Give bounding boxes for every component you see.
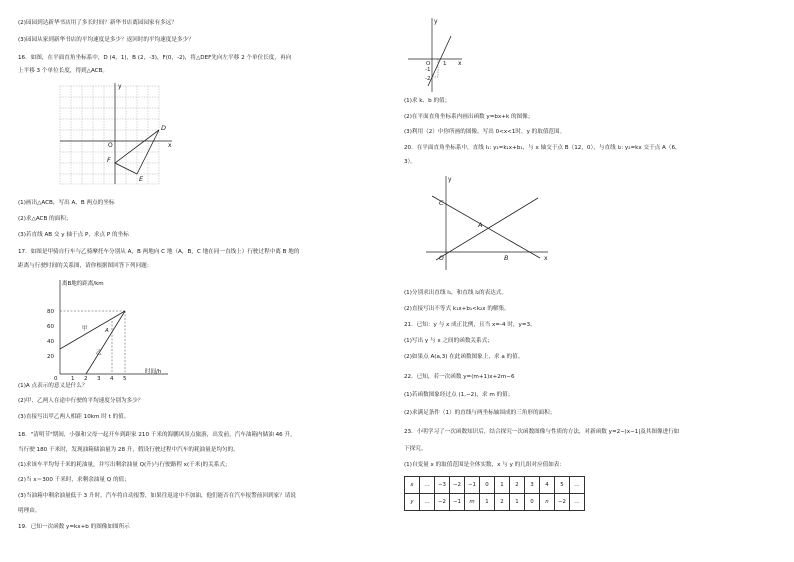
tick-neg-one-label: -1: [425, 67, 431, 73]
table-cell: 5: [555, 477, 570, 494]
function-line: [428, 36, 451, 86]
label-point-a: A: [105, 328, 109, 334]
text-line: (3)若直线 AB 交 y 轴于点 P，求点 P 的坐标: [18, 232, 129, 238]
label-yi: 乙: [96, 350, 102, 356]
text-line: (1)自变量 x 的取值范围是全体实数，x 与 y 的几组对应值如表：: [404, 462, 565, 468]
table-cell: …: [420, 494, 435, 511]
table-cell: 0: [480, 477, 495, 494]
text-line: 上平移 3 个单位长度，得到△ACB。: [18, 68, 109, 74]
text-line: (2)如果点 A(a,3) 在此函数图象上，求 a 的值。: [404, 354, 524, 360]
point-d-label: D: [161, 124, 167, 132]
line-yi: [86, 311, 125, 374]
table-cell: …: [570, 494, 585, 511]
table-cell: 1: [510, 494, 525, 511]
question-23: 23．小明学习了一次函数知识后，结合探究一次函数图像与性质的方法，对新函数 y=2−|x−1|及其图像进行如: [404, 429, 680, 435]
table-cell: 1: [480, 494, 495, 511]
y-tick-label: 40: [47, 339, 54, 345]
line-l1: [432, 196, 540, 258]
label-jia: 甲: [82, 326, 88, 332]
guide-lines: [60, 311, 125, 374]
table-cell: 0: [525, 494, 540, 511]
table-cell: …: [420, 477, 435, 494]
point-b-label: B: [504, 254, 509, 262]
text-line: (2)求△ACB 的面积；: [18, 216, 72, 222]
text-line: (1)画出△ACB，写出 A、B 两点的坐标: [18, 200, 115, 206]
table-cell: −3: [435, 477, 450, 494]
x-tick-label: 0: [54, 376, 58, 382]
x-tick-label: 2: [84, 376, 88, 382]
text-line: 当行驶 180 千米时，发现油箱储油量为 28 升，假设行驶过程中汽车的耗油量是均匀的。: [18, 447, 239, 453]
text-line: (2)直接写出不等式 k₁x+b₁<k₂x 的解集。: [404, 306, 510, 312]
text-line: 距离与行驶时间的关系图，请你根据图回答下列问题：: [18, 263, 153, 269]
coordinate-grid-figure: [54, 80, 184, 192]
table-cell: 3: [525, 477, 540, 494]
x-axis-label: x: [168, 142, 172, 149]
text-line: (2)当 x＝300 千米时，求剩余油量 Q 的值；: [18, 477, 130, 483]
table-cell: m: [465, 494, 480, 511]
origin-label: O: [426, 61, 431, 67]
table-cell: n: [540, 494, 555, 511]
point-e-label: E: [139, 175, 144, 183]
text-line: 3）。: [404, 159, 416, 165]
table-cell: 4: [540, 477, 555, 494]
y-tick-label: 20: [47, 354, 54, 360]
table-cell: x: [405, 477, 420, 494]
grid-lines: [60, 86, 159, 184]
x-tick-label: 5: [123, 376, 127, 382]
table-cell: −2: [555, 494, 570, 511]
y-axis-label: y: [118, 83, 122, 90]
text-line: (2)在平面直角坐标系内画出函数 y=bx+k 的图像；: [404, 114, 534, 120]
text-line: 明理由。: [18, 508, 41, 514]
text-line: (1)求该车平均每千米的耗油量，并写出剩余油量 Q(升)与行驶路程 x(千米)的关系式；: [18, 462, 231, 468]
text-line: (2)园园到达新华书店用了多长时间？新华书店离园园家有多远？: [18, 20, 177, 26]
table-cell: 2: [510, 477, 525, 494]
table-cell: …: [570, 477, 585, 494]
text-line: (1)分别求出直线 l₁，和直线 l₂的表达式。: [404, 290, 507, 296]
table-cell: 1: [495, 477, 510, 494]
table-row-x: [405, 477, 585, 494]
point-c-label: C: [439, 199, 444, 207]
table-cell: −1: [450, 494, 465, 511]
chart-y-label: 离B地的距离/km: [62, 281, 104, 287]
text-line: (1)求 k、b 的值；: [404, 98, 451, 104]
tick-neg-two-label: -2: [425, 76, 431, 82]
text-line: (2)甲、乙两人在途中行驶的平均速度分别为多少？: [18, 398, 144, 404]
text-line: (2)求满足条件（1）的直线与两坐标轴围成的三角形的面积；: [404, 410, 556, 416]
origin-label: O: [108, 142, 113, 149]
text-line: (3)当油箱中剩余油量低于 3 升时，汽车将自动报警，如果往返途中不加油，他们能否在汽车报警前回到家？请说: [18, 493, 296, 499]
point-a-label: A: [478, 221, 483, 229]
y-axis-label: y: [434, 18, 438, 25]
text-line: (3)直接写出甲乙两人相距 10km 时 t 的值。: [18, 414, 130, 420]
origin-label: O: [439, 255, 444, 262]
y-tick-label: 60: [47, 324, 54, 330]
text-line: (1)若函数图象经过点 (1,−2)，求 m 的值；: [404, 392, 514, 398]
text-line: (1)写出 y 与 x 之间的函数关系式；: [404, 338, 493, 344]
x-axis-label: x: [458, 60, 462, 67]
x-axis-label: x: [544, 255, 548, 262]
text-line: (1)A 点表示的意义是什么？: [18, 383, 88, 389]
text-line: (3)园园从家到新华书店的平均速度是多少？返回时的平均速度是多少？: [18, 37, 194, 43]
table-cell: −2: [450, 477, 465, 494]
value-table: [404, 476, 585, 511]
question-16: 16．如图，在平面直角坐标系中，D (4，1)，B (2，-3)，F(0，-2)，将△DEF先向左平移 2 个单位长度，再向: [18, 55, 292, 61]
intersecting-lines-figure: [422, 172, 552, 272]
table-cell: −2: [435, 494, 450, 511]
x-tick-label: 3: [97, 376, 101, 382]
y-tick-label: 80: [47, 309, 54, 315]
table-row-y: [405, 494, 585, 511]
text-line: (3)利用（2）中你所画的图像，写出 0<x<1时，y 的取值范围。: [404, 129, 566, 135]
table-cell: −1: [465, 477, 480, 494]
table-cell: 2: [495, 494, 510, 511]
chart-x-label: 时间/h: [145, 369, 162, 375]
question-19: 19．已知一次函数 y=kx+b 的图像如图所示: [18, 524, 130, 530]
line-jia: [60, 311, 125, 349]
text-line: 下探究。: [404, 446, 427, 452]
point-f-label: F: [107, 156, 111, 164]
linear-function-figure: [404, 14, 464, 94]
x-tick-label: 1: [71, 376, 75, 382]
question-18: 18．"清明节"期间，小强和父母一起开车到距家 210 千米的海鹏风景点旅游，出发前，汽车油箱内储油 46 升，: [18, 432, 296, 438]
question-20: 20．在平面直角坐标系中，直线 l₁: y₁=k₁x+b₁，与 x 轴交于点 B（12，0），与直线 l₂: y₂=kx 交于点 A（6，: [404, 145, 681, 151]
distance-time-chart: [18, 276, 198, 382]
question-22: 22．已知，若一次函数 y=(m+1)x+2m−6: [404, 374, 515, 380]
tick-one-label: 1: [443, 61, 447, 67]
y-axis-label: y: [448, 176, 452, 183]
x-tick-label: 4: [110, 376, 114, 382]
question-21: 21．已知：y 与 x 成正比例，且当 x=-4 时，y=3。: [404, 322, 536, 328]
question-17: 17．如图是甲骑自行车与乙骑摩托车分别从 A，B 两地向 C 地（A，B，C 地在同一直线上）行驶过程中离 B 地的: [18, 249, 300, 255]
table-cell: y: [405, 494, 420, 511]
